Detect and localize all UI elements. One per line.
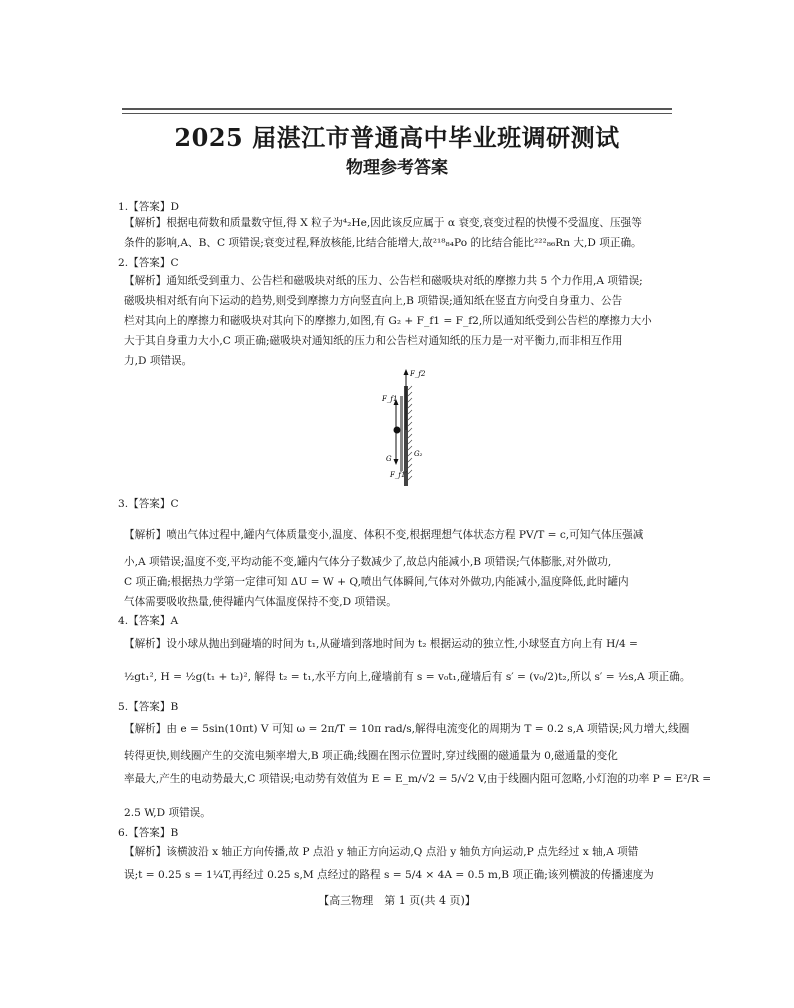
explanation-line: 【解析】喷出气体过程中,罐内气体质量变小,温度、体积不变,根据理想气体状态方程 PV/T = c,可知气体压强减	[124, 529, 644, 541]
label-ff1: F_f1	[382, 395, 398, 403]
explanation-line: C 项正确;根据热力学第一定律可知 ΔU = W + Q,喷出气体瞬间,气体对外做功,内能减小,温度降低,此时罐内	[124, 576, 629, 588]
answer-line: 2.【答案】C	[118, 257, 179, 269]
top-rule-thin	[122, 113, 672, 114]
top-rule	[122, 108, 672, 110]
page-subtitle: 物理参考答案	[346, 158, 448, 178]
label-ff1-prime: F_f1′	[390, 471, 407, 479]
explanation-line: 转得更快,则线圈产生的交流电频率增大,B 项正确;线圈在图示位置时,穿过线圈的磁通量为 0,磁通量的变化	[124, 750, 618, 762]
label-g2: G₂	[414, 450, 423, 458]
arrow-head-g	[394, 459, 399, 465]
explanation-line: 2.5 W,D 项错误。	[124, 807, 211, 819]
explanation-line: 栏对其向上的摩擦力和磁吸块对其向下的摩擦力,如图,有 G₂ + F_f1 = F_f2,所以通知纸受到公告栏的摩擦力大小	[124, 315, 652, 327]
explanation-line: 大于其自身重力大小,C 项正确;磁吸块对通知纸的压力和公告栏对通知纸的压力是一对平衡力,而非相互作用	[124, 335, 623, 347]
explanation-line: 【解析】由 e = 5sin(10πt) V 可知 ω = 2π/T = 10π rad/s,解得电流变化的周期为 T = 0.2 s,A 项错误;风力增大,线圈	[124, 723, 690, 735]
explanation-line: 【解析】设小球从抛出到碰墙的时间为 t₁,从碰墙到落地时间为 t₂ 根据运动的独立性,小球竖直方向上有 H/4 =	[124, 638, 638, 650]
explanation-line: 气体需要吸收热量,使得罐内气体温度保持不变,D 项错误。	[124, 596, 397, 608]
explanation-line: 误;t = 0.25 s = 1¼T,再经过 0.25 s,M 点经过的路程 s = 5/4 × 4A = 0.5 m,B 项正确;该列横波的传播速度为	[124, 869, 654, 881]
notice-paper	[400, 396, 403, 471]
page-footer: 【高三物理 第 1 页(共 4 页)】	[318, 894, 476, 907]
magnet-block	[394, 427, 401, 434]
answer-line: 4.【答案】A	[118, 615, 179, 627]
explanation-line: 【解析】根据电荷数和质量数守恒,得 X 粒子为⁴₂He,因此该反应属于 α 衰变,衰变过程的快慢不受温度、压强等	[124, 217, 642, 229]
arrow-head-ff2	[404, 369, 409, 375]
force-diagram	[374, 366, 434, 486]
label-ff2: F_f2	[410, 370, 426, 378]
label-g: G	[386, 455, 392, 463]
board-hatching	[408, 386, 412, 480]
answer-line: 1.【答案】D	[118, 201, 179, 213]
page-title: 2025 届湛江市普通高中毕业班调研测试	[174, 123, 620, 152]
explanation-line: 力,D 项错误。	[124, 355, 193, 367]
answer-line: 3.【答案】C	[118, 498, 179, 510]
answer-line: 6.【答案】B	[118, 827, 179, 839]
explanation-line: 条件的影响,A、B、C 项错误;衰变过程,释放核能,比结合能增大,故²¹⁸₈₄Po 的比结合能比²²²₈₆Rn 大,D 项正确。	[124, 237, 642, 249]
explanation-line: 率最大,产生的电动势最大,C 项错误;电动势有效值为 E = E_m/√2 = 5/√2 V,由于线圈内阻可忽略,小灯泡的功率 P = E²/R =	[124, 773, 712, 785]
explanation-line: 【解析】该横波沿 x 轴正方向传播,故 P 点沿 y 轴正方向运动,Q 点沿 y 轴负方向运动,P 点先经过 x 轴,A 项错	[124, 846, 639, 858]
explanation-line: 【解析】通知纸受到重力、公告栏和磁吸块对纸的压力、公告栏和磁吸块对纸的摩擦力共 5 个力作用,A 项错误;	[124, 275, 643, 287]
explanation-line: 磁吸块相对纸有向下运动的趋势,则受到摩擦力方向竖直向上,B 项错误;通知纸在竖直方向受自身重力、公告	[124, 295, 623, 307]
explanation-line: ½gt₁², H = ½g(t₁ + t₂)², 解得 t₂ = t₁,水平方向上,碰墙前有 s = v₀t₁,碰墙后有 s′ = (v₀/2)t₂,所以 s′ = ½s,A 项正确。	[124, 671, 691, 683]
explanation-line: 小,A 项错误;温度不变,平均动能不变,罐内气体分子数减少了,故总内能减小,B 项错误;气体膨胀,对外做功,	[124, 556, 612, 568]
answer-line: 5.【答案】B	[118, 701, 179, 713]
